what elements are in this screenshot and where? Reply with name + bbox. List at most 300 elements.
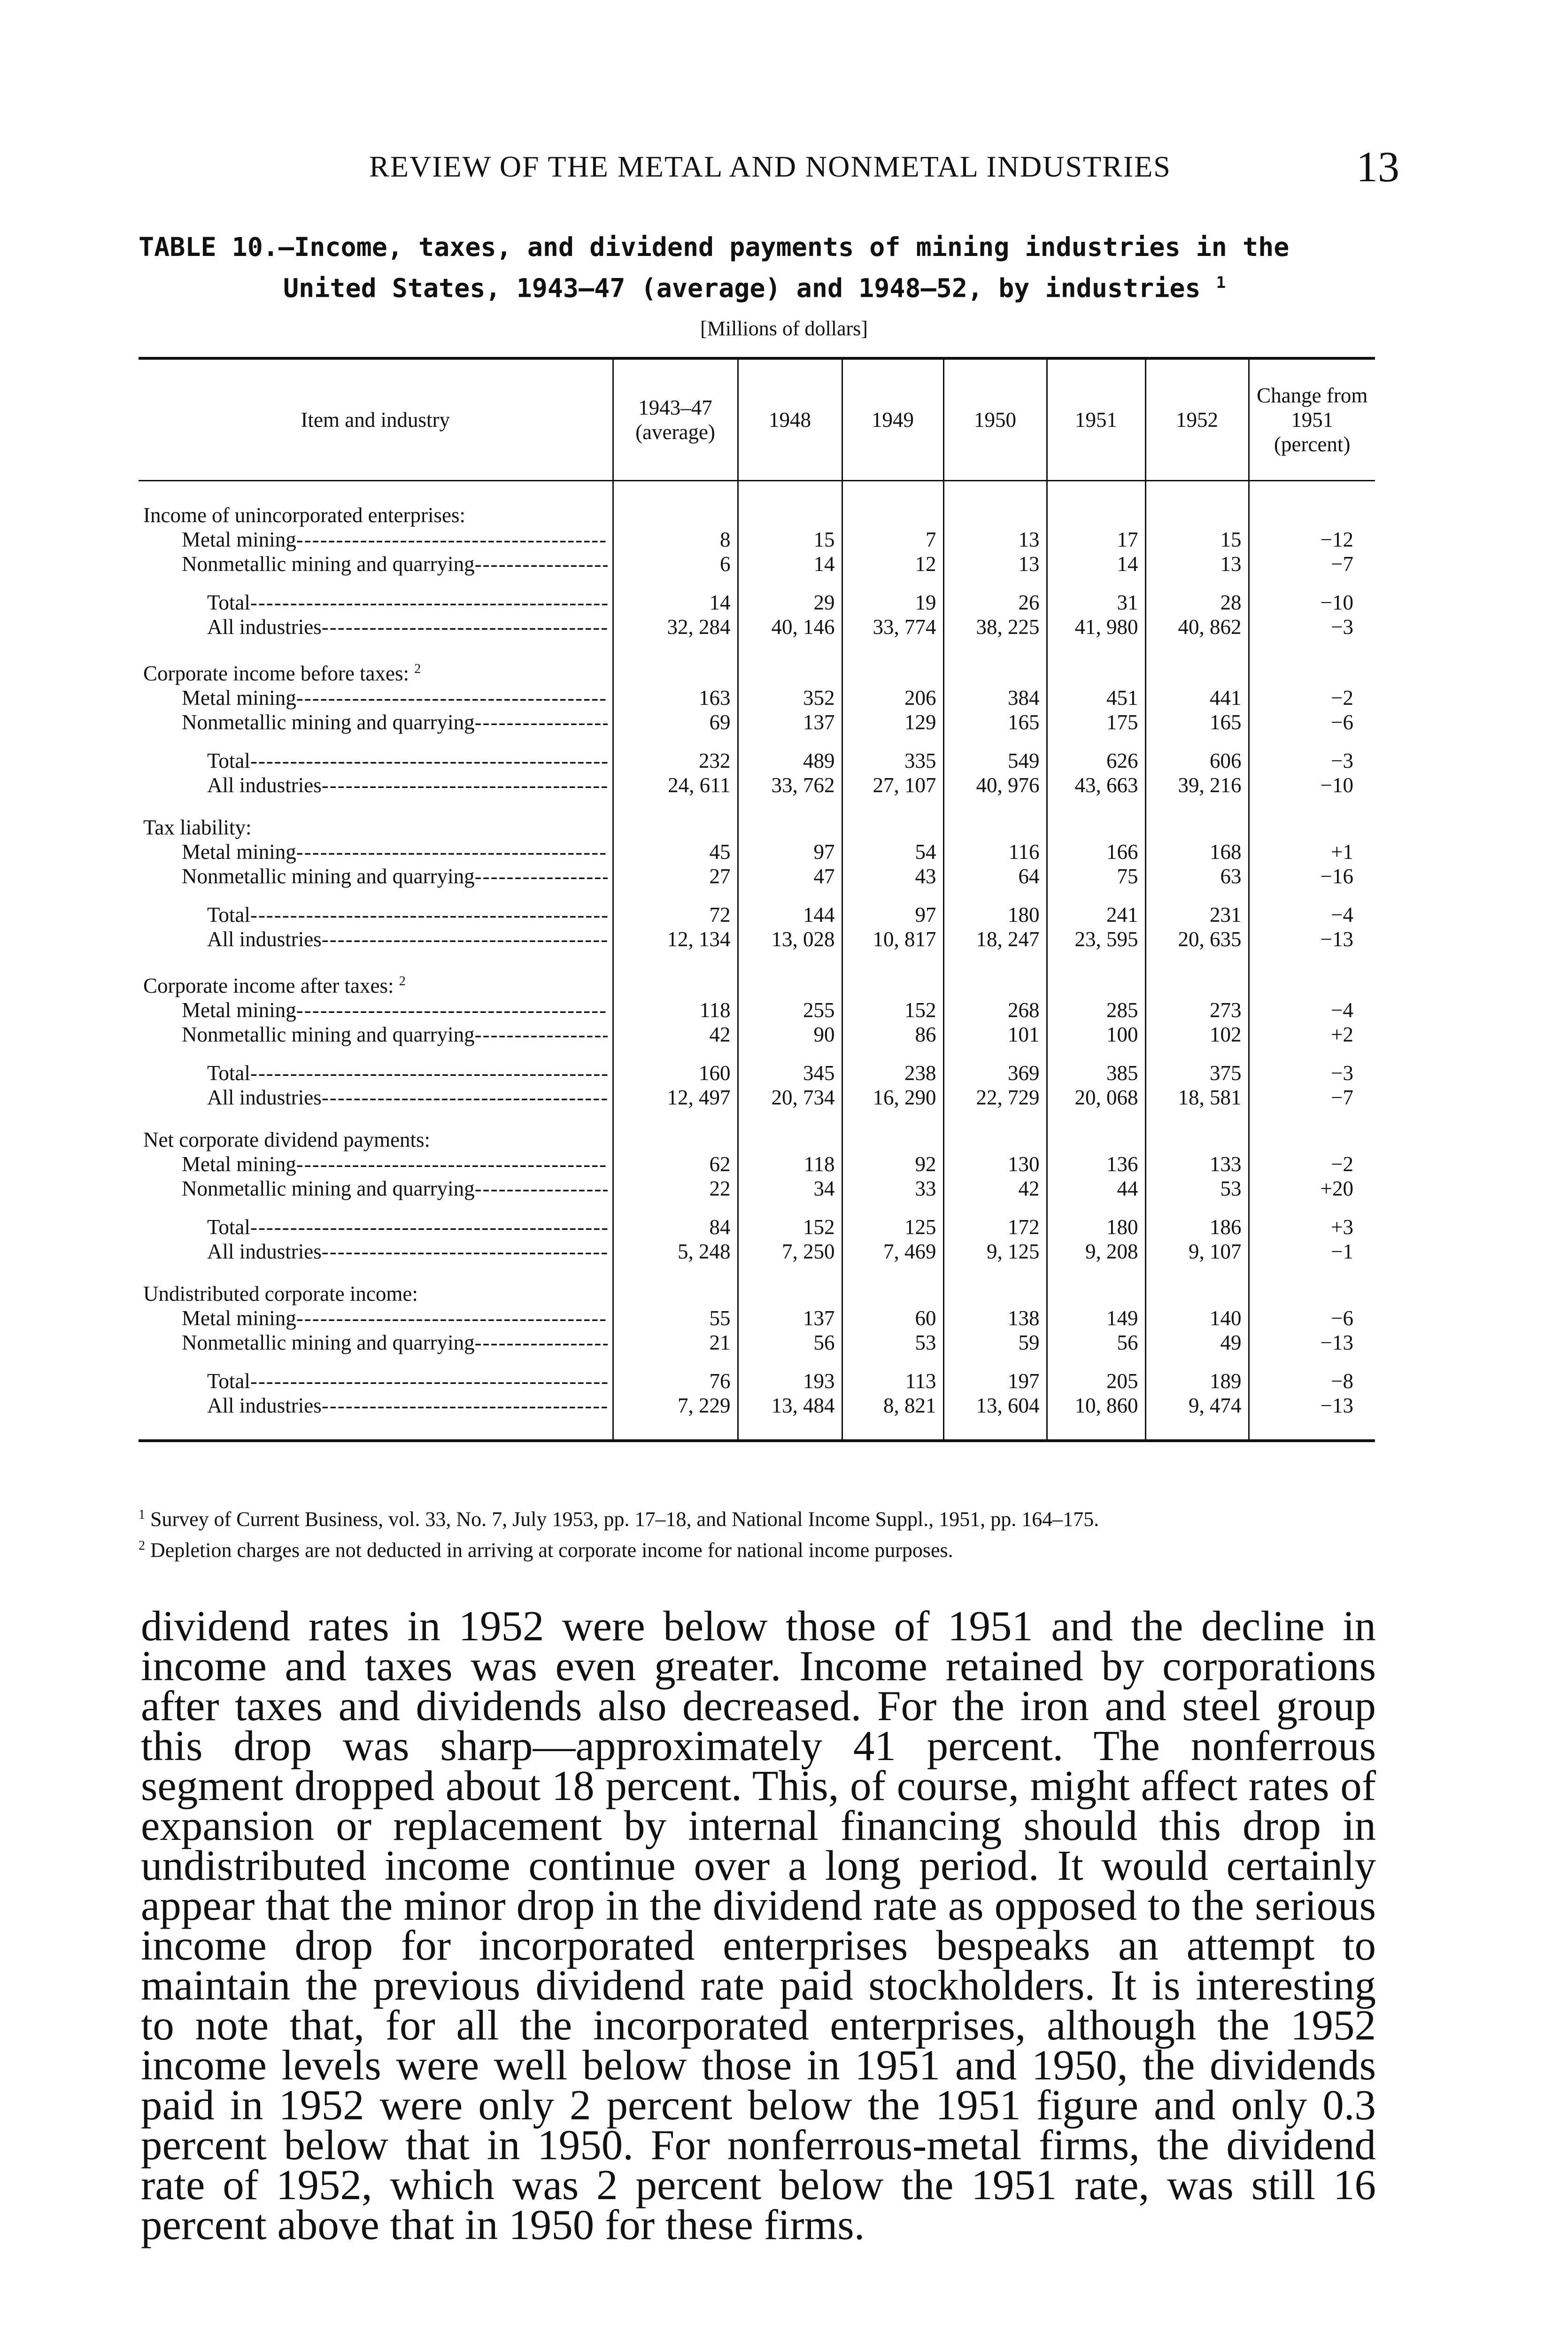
value-cell: 20, 635 (1145, 927, 1249, 951)
footnote-text: Survey of Current Business, vol. 33, No. 7, July 1953, pp. 17–18, and National Income Suppl., 1951, pp. 164–175. (150, 1507, 1099, 1531)
value-cell: 43 (842, 864, 943, 888)
change-cell: −8 (1249, 1355, 1375, 1393)
empty-cell (613, 797, 738, 840)
value-cell: 6 (613, 552, 738, 576)
change-cell: −10 (1249, 576, 1375, 615)
value-cell: 8, 821 (842, 1393, 943, 1441)
value-cell: 17 (1047, 527, 1145, 552)
empty-cell (1145, 1264, 1249, 1306)
empty-cell (842, 951, 943, 998)
section-heading (139, 1264, 613, 1306)
table-row (139, 1330, 1375, 1355)
value-cell: 23, 595 (1047, 927, 1145, 951)
value-cell: 13 (943, 552, 1047, 576)
value-cell: 369 (943, 1047, 1047, 1085)
empty-cell (842, 639, 943, 686)
value-cell: 137 (738, 710, 842, 734)
value-cell: 20, 734 (738, 1085, 842, 1110)
value-cell: 116 (943, 840, 1047, 864)
value-cell: 118 (738, 1152, 842, 1176)
value-cell: 33, 762 (738, 773, 842, 797)
value-cell: 53 (1145, 1176, 1249, 1201)
value-cell: 14 (613, 576, 738, 615)
empty-cell (1047, 951, 1145, 998)
value-cell: 38, 225 (943, 615, 1047, 639)
units-note: [Millions of dollars] (700, 317, 868, 340)
value-cell: 28 (1145, 576, 1249, 615)
value-cell: 24, 611 (613, 773, 738, 797)
change-cell: −7 (1249, 1085, 1375, 1110)
value-cell: 27, 107 (842, 773, 943, 797)
change-cell: −3 (1249, 734, 1375, 773)
empty-cell (1249, 481, 1375, 528)
row-label-cell (139, 1022, 613, 1047)
dot-leader (296, 527, 608, 552)
value-cell: 168 (1145, 840, 1249, 864)
row-label: Nonmetallic mining and quarrying (182, 1331, 475, 1354)
change-cell: −13 (1249, 927, 1375, 951)
value-cell: 9, 125 (943, 1239, 1047, 1264)
value-cell: 165 (1145, 710, 1249, 734)
value-cell: 72 (613, 888, 738, 927)
value-cell: 18, 247 (943, 927, 1047, 951)
value-cell: 375 (1145, 1047, 1249, 1085)
section-heading-row (139, 1264, 1375, 1306)
empty-cell (1249, 1110, 1375, 1152)
value-cell: 231 (1145, 888, 1249, 927)
value-cell: 9, 474 (1145, 1393, 1249, 1441)
value-cell: 152 (842, 998, 943, 1022)
row-label-cell (139, 527, 613, 552)
row-label: Total (207, 1061, 250, 1085)
value-cell: 13 (943, 527, 1047, 552)
value-cell: 40, 862 (1145, 615, 1249, 639)
row-label-cell (139, 1330, 613, 1355)
value-cell: 384 (943, 686, 1047, 710)
table-row (139, 1085, 1375, 1110)
dot-leader (475, 864, 608, 888)
value-cell: 27 (613, 864, 738, 888)
value-cell: 626 (1047, 734, 1145, 773)
change-cell: −4 (1249, 888, 1375, 927)
dot-leader (250, 903, 608, 927)
value-cell: 29 (738, 576, 842, 615)
empty-cell (1047, 481, 1145, 528)
change-cell: −6 (1249, 710, 1375, 734)
table-row (139, 1239, 1375, 1264)
dot-leader (296, 686, 608, 710)
value-cell: 189 (1145, 1355, 1249, 1393)
dot-leader (475, 710, 608, 734)
row-label: Metal mining (182, 840, 296, 864)
empty-cell (613, 951, 738, 998)
value-cell: 21 (613, 1330, 738, 1355)
change-cell: −4 (1249, 998, 1375, 1022)
value-cell: 33 (842, 1176, 943, 1201)
section-heading-row (139, 797, 1375, 840)
running-head (141, 141, 1399, 193)
value-cell: 489 (738, 734, 842, 773)
row-label: Metal mining (182, 998, 296, 1022)
section-heading-text: Income of unincorporated enterprises: (143, 503, 465, 527)
section-footnote-marker: 2 (399, 974, 406, 989)
section-heading (139, 481, 613, 528)
row-label: All industries (207, 615, 322, 639)
row-label-cell (139, 1085, 613, 1110)
section-heading-row (139, 639, 1375, 686)
column-header: 1949 (842, 358, 943, 481)
value-cell: 101 (943, 1022, 1047, 1047)
empty-cell (738, 1110, 842, 1152)
dot-leader (250, 590, 608, 615)
value-cell: 180 (943, 888, 1047, 927)
value-cell: 268 (943, 998, 1047, 1022)
row-label-cell (139, 1355, 613, 1393)
value-cell: 76 (613, 1355, 738, 1393)
dot-leader (475, 1330, 608, 1355)
section-heading-text: Corporate income after taxes: (143, 974, 394, 997)
section-heading-text: Net corporate dividend payments: (143, 1128, 431, 1151)
value-cell: 13, 028 (738, 927, 842, 951)
running-title: REVIEW OF THE METAL AND NONMETAL INDUSTRIES (369, 150, 1171, 183)
column-header: Item and industry (139, 358, 613, 481)
value-cell: 163 (613, 686, 738, 710)
empty-cell (1249, 639, 1375, 686)
table-row (139, 888, 1375, 927)
dot-leader (322, 615, 608, 639)
empty-cell (1047, 1264, 1145, 1306)
table-row (139, 710, 1375, 734)
value-cell: 166 (1047, 840, 1145, 864)
table-row (139, 864, 1375, 888)
change-cell: +3 (1249, 1201, 1375, 1239)
value-cell: 549 (943, 734, 1047, 773)
value-cell: 47 (738, 864, 842, 888)
value-cell: 43, 663 (1047, 773, 1145, 797)
column-header: 1951 (1047, 358, 1145, 481)
value-cell: 175 (1047, 710, 1145, 734)
value-cell: 335 (842, 734, 943, 773)
table-row (139, 1176, 1375, 1201)
change-cell: −3 (1249, 615, 1375, 639)
value-cell: 97 (842, 888, 943, 927)
row-label: Nonmetallic mining and quarrying (182, 1023, 475, 1046)
value-cell: 56 (738, 1330, 842, 1355)
empty-cell (1249, 797, 1375, 840)
row-label-cell (139, 998, 613, 1022)
row-label-cell (139, 686, 613, 710)
row-label: Metal mining (182, 1152, 296, 1176)
section-heading-text: Tax liability: (143, 816, 252, 839)
row-label-cell (139, 734, 613, 773)
row-label: All industries (207, 1086, 322, 1109)
table-row (139, 1152, 1375, 1176)
empty-cell (943, 951, 1047, 998)
value-cell: 285 (1047, 998, 1145, 1022)
value-cell: 193 (738, 1355, 842, 1393)
section-heading-text: Corporate income before taxes: (143, 662, 409, 685)
section-heading (139, 639, 613, 686)
caption-line-2 (139, 265, 1378, 306)
value-cell: 39, 216 (1145, 773, 1249, 797)
value-cell: 12, 134 (613, 927, 738, 951)
row-label-cell (139, 1306, 613, 1330)
column-header: 1950 (943, 358, 1047, 481)
section-heading-row (139, 951, 1375, 998)
row-label: All industries (207, 1394, 322, 1417)
row-label: Total (207, 591, 250, 614)
section-heading (139, 951, 613, 998)
row-label-cell (139, 1201, 613, 1239)
dot-leader (250, 1061, 608, 1085)
row-label-cell (139, 552, 613, 576)
empty-cell (1047, 1110, 1145, 1152)
change-cell: −3 (1249, 1047, 1375, 1085)
change-cell: −16 (1249, 864, 1375, 888)
table-row (139, 1306, 1375, 1330)
value-cell: 59 (943, 1330, 1047, 1355)
dot-leader (322, 1085, 608, 1110)
change-cell: −1 (1249, 1239, 1375, 1264)
table-row (139, 527, 1375, 552)
caption-footnote-marker: 1 (1216, 273, 1226, 292)
value-cell: 60 (842, 1306, 943, 1330)
row-label: Nonmetallic mining and quarrying (182, 1177, 475, 1200)
dot-leader (296, 1152, 608, 1176)
value-cell: 352 (738, 686, 842, 710)
value-cell: 137 (738, 1306, 842, 1330)
value-cell: 44 (1047, 1176, 1145, 1201)
value-cell: 33, 774 (842, 615, 943, 639)
value-cell: 10, 860 (1047, 1393, 1145, 1441)
empty-cell (943, 481, 1047, 528)
table-row (139, 1393, 1375, 1441)
dot-leader (296, 998, 608, 1022)
value-cell: 160 (613, 1047, 738, 1085)
value-cell: 12, 497 (613, 1085, 738, 1110)
table-header-row (139, 358, 1375, 481)
value-cell: 149 (1047, 1306, 1145, 1330)
empty-cell (943, 797, 1047, 840)
value-cell: 56 (1047, 1330, 1145, 1355)
value-cell: 451 (1047, 686, 1145, 710)
value-cell: 64 (943, 864, 1047, 888)
empty-cell (738, 481, 842, 528)
value-cell: 205 (1047, 1355, 1145, 1393)
row-label: Total (207, 749, 250, 772)
value-cell: 42 (943, 1176, 1047, 1201)
change-cell: −10 (1249, 773, 1375, 797)
change-cell: −6 (1249, 1306, 1375, 1330)
value-cell: 55 (613, 1306, 738, 1330)
empty-cell (613, 639, 738, 686)
empty-cell (613, 1264, 738, 1306)
column-header: 1943–47 (average) (613, 358, 738, 481)
value-cell: 7, 229 (613, 1393, 738, 1441)
table-row (139, 576, 1375, 615)
value-cell: 113 (842, 1355, 943, 1393)
income-taxes-dividends-table (139, 357, 1375, 1442)
table-row (139, 998, 1375, 1022)
dot-leader (296, 840, 608, 864)
value-cell: 62 (613, 1152, 738, 1176)
value-cell: 42 (613, 1022, 738, 1047)
section-heading (139, 1110, 613, 1152)
value-cell: 606 (1145, 734, 1249, 773)
value-cell: 63 (1145, 864, 1249, 888)
value-cell: 69 (613, 710, 738, 734)
empty-cell (613, 481, 738, 528)
table-body (139, 481, 1375, 1441)
table-row (139, 552, 1375, 576)
value-cell: 40, 146 (738, 615, 842, 639)
row-label-cell (139, 840, 613, 864)
value-cell: 130 (943, 1152, 1047, 1176)
dot-leader (322, 1239, 608, 1264)
section-heading-text: Undistributed corporate income: (143, 1282, 418, 1305)
value-cell: 118 (613, 998, 738, 1022)
row-label-cell (139, 1239, 613, 1264)
value-cell: 232 (613, 734, 738, 773)
empty-cell (738, 1264, 842, 1306)
empty-cell (842, 797, 943, 840)
change-cell: −12 (1249, 527, 1375, 552)
table-row (139, 840, 1375, 864)
table-row (139, 1201, 1375, 1239)
dot-leader (475, 1022, 608, 1047)
value-cell: 14 (1047, 552, 1145, 576)
value-cell: 54 (842, 840, 943, 864)
row-label: All industries (207, 1240, 322, 1263)
empty-cell (943, 1110, 1047, 1152)
empty-cell (943, 639, 1047, 686)
column-header: Change from 1951 (percent) (1249, 358, 1375, 481)
section-heading (139, 797, 613, 840)
table-row (139, 1022, 1375, 1047)
value-cell: 18, 581 (1145, 1085, 1249, 1110)
row-label: Nonmetallic mining and quarrying (182, 865, 475, 888)
value-cell: 13, 604 (943, 1393, 1047, 1441)
row-label-cell (139, 576, 613, 615)
value-cell: 86 (842, 1022, 943, 1047)
empty-cell (613, 1110, 738, 1152)
row-label-cell (139, 1152, 613, 1176)
empty-cell (738, 639, 842, 686)
dot-leader (250, 1215, 608, 1239)
dot-leader (322, 927, 608, 951)
row-label-cell (139, 1176, 613, 1201)
row-label: Metal mining (182, 1306, 296, 1330)
row-label: All industries (207, 773, 322, 797)
caption-line-1: TABLE 10.—Income, taxes, and dividend payments of mining industries in the (139, 232, 1290, 262)
empty-cell (1145, 639, 1249, 686)
dot-leader (250, 749, 608, 773)
row-label: Nonmetallic mining and quarrying (182, 711, 475, 734)
footnote-2 (139, 1533, 1378, 1564)
value-cell: 102 (1145, 1022, 1249, 1047)
column-header: 1952 (1145, 358, 1249, 481)
value-cell: 140 (1145, 1306, 1249, 1330)
table-row (139, 927, 1375, 951)
change-cell: +20 (1249, 1176, 1375, 1201)
body-paragraph: dividend rates in 1952 were below those of 1951 and the decline in income and taxes was even greater. Income retained by corporations after taxes and dividends also decreased. For the iron and steel group this drop was sharp—approximately 41 percent. The nonferrous segment dropped about 18 percent. This, of course, might affect rates of expansion or replacement by internal financing should this drop in undistributed income continue over a long period. It would certainly appear that the minor drop in the dividend rate as opposed to the serious income drop for incorporated enterprises bespeaks an attempt to maintain the previous dividend rate paid stockholders. It is interesting to note that, for all the incorporated enterprises, although the 1952 income levels were well below those in 1951 and 1950, the dividends paid in 1952 were only 2 percent below the 1951 figure and only 0.3 percent below that in 1950. For nonferrous-metal firms, the dividend rate of 1952, which was 2 percent below the 1951 rate, was still 16 percent above that in 1950 for these firms. (141, 1602, 1376, 2248)
value-cell: 100 (1047, 1022, 1145, 1047)
value-cell: 345 (738, 1047, 842, 1085)
table-row (139, 615, 1375, 639)
value-cell: 238 (842, 1047, 943, 1085)
value-cell: 16, 290 (842, 1085, 943, 1110)
empty-cell (738, 797, 842, 840)
value-cell: 129 (842, 710, 943, 734)
value-cell: 7, 469 (842, 1239, 943, 1264)
value-cell: 49 (1145, 1330, 1249, 1355)
row-label-cell (139, 888, 613, 927)
empty-cell (1249, 1264, 1375, 1306)
value-cell: 26 (943, 576, 1047, 615)
value-cell: 34 (738, 1176, 842, 1201)
change-cell: +2 (1249, 1022, 1375, 1047)
empty-cell (1249, 951, 1375, 998)
empty-cell (842, 1264, 943, 1306)
empty-cell (1145, 951, 1249, 998)
footnotes (139, 1502, 1378, 1563)
value-cell: 125 (842, 1201, 943, 1239)
section-heading-row (139, 481, 1375, 528)
empty-cell (1145, 797, 1249, 840)
empty-cell (738, 951, 842, 998)
value-cell: 15 (738, 527, 842, 552)
footnote-marker: 2 (139, 1538, 145, 1553)
dot-leader (475, 552, 608, 576)
value-cell: 13 (1145, 552, 1249, 576)
value-cell: 197 (943, 1355, 1047, 1393)
change-cell: −13 (1249, 1393, 1375, 1441)
row-label-cell (139, 773, 613, 797)
change-cell: −2 (1249, 686, 1375, 710)
value-cell: 385 (1047, 1047, 1145, 1085)
row-label-cell (139, 615, 613, 639)
value-cell: 133 (1145, 1152, 1249, 1176)
value-cell: 180 (1047, 1201, 1145, 1239)
change-cell: −2 (1249, 1152, 1375, 1176)
row-label: Total (207, 1215, 250, 1239)
footnote-text: Depletion charges are not deducted in arriving at corporate income for national income purposes. (150, 1538, 953, 1562)
footnote-marker: 1 (139, 1507, 145, 1522)
row-label: Nonmetallic mining and quarrying (182, 552, 475, 576)
value-cell: 84 (613, 1201, 738, 1239)
empty-cell (1047, 797, 1145, 840)
table-caption (139, 229, 1378, 306)
table-row (139, 686, 1375, 710)
value-cell: 9, 107 (1145, 1239, 1249, 1264)
table-row (139, 1047, 1375, 1085)
empty-cell (1145, 1110, 1249, 1152)
row-label: Total (207, 903, 250, 927)
section-footnote-marker: 2 (414, 662, 421, 676)
empty-cell (842, 481, 943, 528)
row-label-cell (139, 1047, 613, 1085)
value-cell: 255 (738, 998, 842, 1022)
section-heading-row (139, 1110, 1375, 1152)
value-cell: 7 (842, 527, 943, 552)
dot-leader (475, 1176, 608, 1201)
row-label-cell (139, 864, 613, 888)
empty-cell (1047, 639, 1145, 686)
value-cell: 152 (738, 1201, 842, 1239)
value-cell: 75 (1047, 864, 1145, 888)
empty-cell (1145, 481, 1249, 528)
value-cell: 9, 208 (1047, 1239, 1145, 1264)
